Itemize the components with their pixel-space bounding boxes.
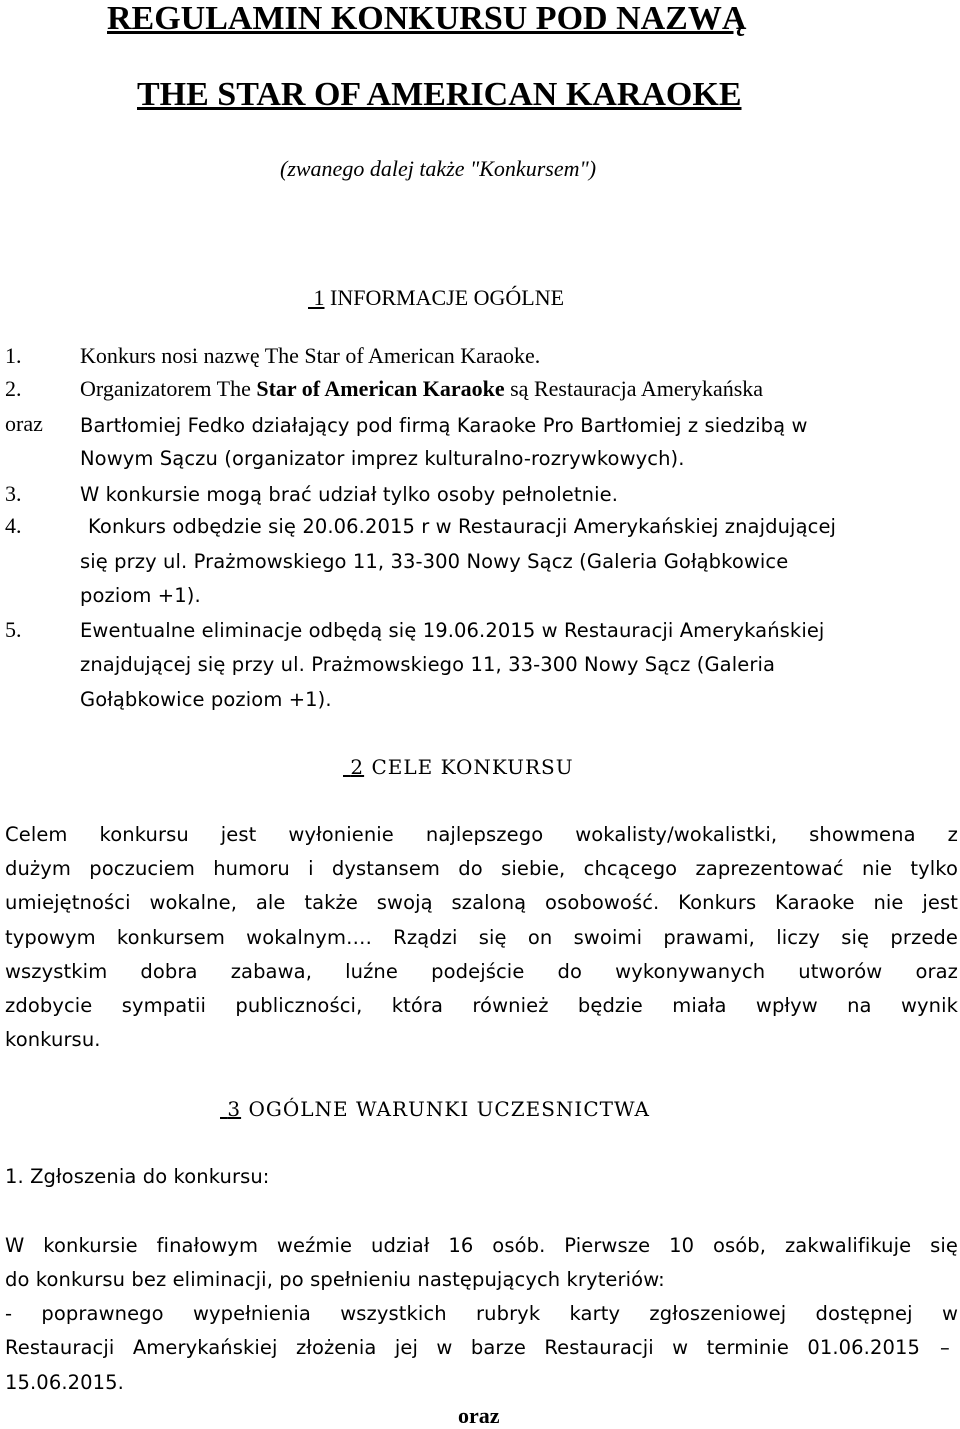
- footer-word: oraz: [458, 1403, 500, 1428]
- section-3-title: OGÓLNE WARUNKI UCZESNICTWA: [248, 1097, 650, 1121]
- item-5-line-1: Ewentualne eliminacje odbędą się 19.06.2015 w Restauracji Amerykańskiej: [80, 619, 825, 642]
- item-2-number: 2.: [5, 376, 22, 401]
- section-3-subheading: 1. Zgłoszenia do konkursu:: [5, 1165, 270, 1188]
- section-1-number-underline: [308, 285, 325, 310]
- section-2-line-7: konkursu.: [5, 1028, 101, 1051]
- item-4-line-1: Konkurs odbędzie się 20.06.2015 r w Restauracji Amerykańskiej znajdującej: [88, 515, 837, 538]
- item-2-line-2: Bartłomiej Fedko działający pod firmą Karaoke Pro Bartłomiej z siedzibą w: [80, 414, 808, 437]
- section-3-line-3: - poprawnego wypełnienia wszystkich rubryk karty zgłoszeniowej dostępnej w: [5, 1302, 958, 1325]
- section-2-line-2: dużym poczuciem humoru i dystansem do siebie, chcącego zaprezentować nie tylko: [5, 857, 958, 880]
- section-3-line-4: Restauracji Amerykańskiej złożenia jej w barze Restauracji w terminie 01.06.2015: [5, 1336, 920, 1359]
- section-3-number: 3: [227, 1097, 242, 1121]
- section-3-number-underline: [220, 1097, 241, 1121]
- section-2-title: CELE KONKURSU: [371, 755, 574, 779]
- item-2-lead-word: oraz: [5, 411, 43, 436]
- item-5-number: 5.: [5, 617, 22, 642]
- section-2-heading: [343, 755, 574, 779]
- item-2-text-a: Organizatorem The: [80, 376, 257, 401]
- item-3-text: W konkursie mogą brać udział tylko osoby pełnoletnie.: [80, 483, 619, 506]
- section-2-line-4: typowym konkursem wokalnym…. Rządzi się on swoimi prawami, liczy się przede: [5, 926, 958, 949]
- item-1-text: Konkurs nosi nazwę The Star of American Karaoke.: [80, 343, 541, 368]
- section-1-heading: [308, 285, 564, 311]
- section-3-line-4-row: [5, 1336, 960, 1359]
- item-2-line-3: Nowym Sączu (organizator imprez kulturalno-rozrywkowych).: [80, 447, 685, 470]
- item-1-number: 1.: [5, 343, 22, 368]
- section-2-line-5: wszystkim dobra zabawa, luźne podejście do wykonywanych utworów oraz: [5, 960, 958, 983]
- section-2-line-6: zdobycie sympatii publiczności, która również będzie miała wpływ na wynik: [5, 994, 958, 1017]
- item-5-line-3: Gołąbkowice poziom +1).: [80, 688, 332, 711]
- item-4-number: 4.: [5, 513, 22, 538]
- section-3-line-2: do konkursu bez eliminacji, po spełnieniu następujących kryteriów:: [5, 1268, 665, 1291]
- title-line-2: THE STAR OF AMERICAN KARAOKE: [137, 76, 742, 113]
- item-3-number: 3.: [5, 481, 22, 506]
- item-2-line-1: [80, 376, 763, 402]
- date-range-dash: –: [940, 1336, 950, 1359]
- title-line-1: REGULAMIN KONKURSU POD NAZWĄ: [107, 0, 747, 37]
- item-2-bold-name: Star of American Karaoke: [256, 376, 505, 401]
- section-3-line-1: W konkursie finałowym weźmie udział 16 osób. Pierwsze 10 osób, zakwalifikuje się: [5, 1234, 958, 1257]
- item-4-line-3: poziom +1).: [80, 584, 201, 607]
- subtitle: (zwanego dalej także "Konkursem"): [280, 156, 597, 181]
- section-2-line-1: Celem konkursu jest wyłonienie najlepszego wokalisty/wokalistki, showmena z: [5, 823, 958, 846]
- item-5-line-2: znajdującej się przy ul. Prażmowskiego 11, 33-300 Nowy Sącz (Galeria: [80, 653, 776, 676]
- item-2-text-b: są Restauracja Amerykańska: [504, 376, 764, 401]
- section-1-number: 1: [313, 285, 325, 310]
- section-2-number-underline: [343, 755, 364, 779]
- section-1-title: INFORMACJE OGÓLNE: [330, 285, 565, 310]
- section-3-line-5: 15.06.2015.: [5, 1371, 124, 1394]
- item-4-line-2: się przy ul. Prażmowskiego 11, 33-300 Nowy Sącz (Galeria Gołąbkowice: [80, 550, 789, 573]
- section-2-line-3: umiejętności wokalne, ale także swoją szaloną osobowość. Konkurs Karaoke nie jest: [5, 891, 958, 914]
- section-3-heading: [220, 1097, 650, 1121]
- section-2-number: 2: [350, 755, 365, 779]
